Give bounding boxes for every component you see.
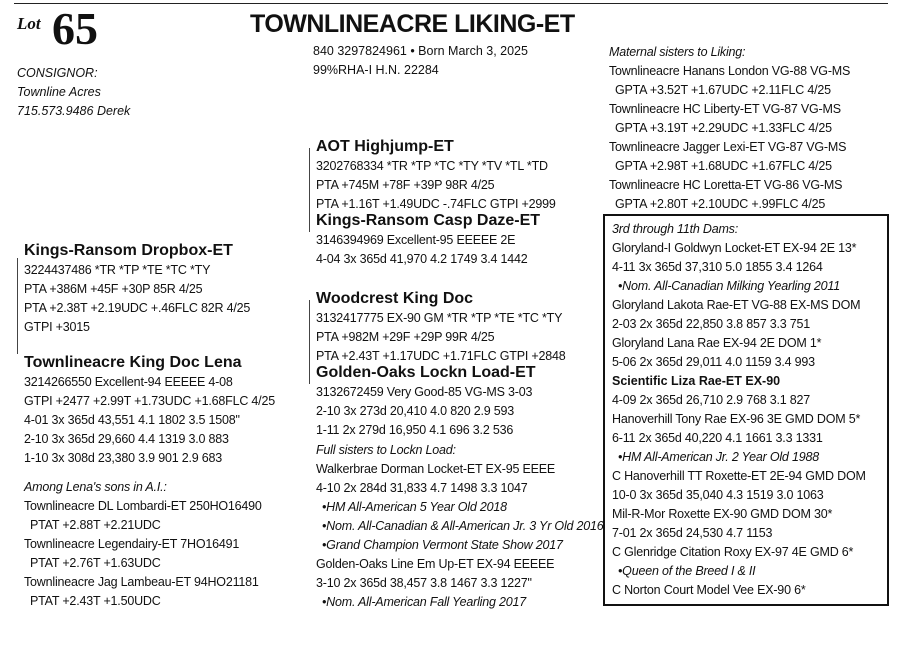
animal-info	[313, 42, 528, 80]
ancestral-dam-award: •HM All-American Jr. 2 Year Old 1988	[618, 450, 819, 464]
dam-dam-line: 1-11 2x 279d 16,950 4.1 696 3.2 536	[316, 423, 514, 437]
dam-dam-line: 3132672459 Very Good-85 VG-MS 3-03	[316, 385, 533, 399]
maternal-sisters-header: Maternal sisters to Liking:	[609, 45, 746, 59]
ancestral-dam-name: Gloryland Lana Rae EX-94 2E DOM 1*	[612, 336, 822, 350]
son-name: Townlineacre Jag Lambeau-ET 94HO21181	[24, 575, 259, 589]
sire-sire-name: AOT Highjump-ET	[316, 138, 454, 155]
animal-id-born: 840 3297824961 • Born March 3, 2025	[313, 44, 528, 58]
dam-line: 3214266550 Excellent-94 EEEEE 4-08	[24, 375, 233, 389]
ancestral-dams-header: 3rd through 11th Dams:	[612, 222, 738, 236]
ancestral-dam-record: 7-01 2x 365d 24,530 4.7 1153	[612, 526, 773, 540]
sons-header: Among Lena's sons in A.I.:	[24, 480, 167, 494]
dam-sire-line: PTA +2.43T +1.17UDC +1.71FLC GTPI +2848	[316, 349, 566, 363]
ancestral-dam-award: •Queen of the Breed I & II	[618, 564, 756, 578]
ancestral-dams-list	[612, 220, 866, 600]
consignor-name: Townline Acres	[17, 85, 101, 99]
dam-block	[24, 352, 275, 468]
consignor-label: CONSIGNOR:	[17, 66, 98, 80]
dam-sire-bracket	[309, 300, 310, 384]
full-sister-award: •Nom. All-Canadian & All-American Jr. 3 Yr Old 2016	[322, 519, 604, 533]
dam-line: 1-10 3x 308d 23,380 3.9 901 2.9 683	[24, 451, 223, 465]
sire-bracket	[17, 258, 18, 354]
full-sister-line: Golden-Oaks Line Em Up-ET EX-94 EEEEE	[316, 557, 555, 571]
maternal-sister-stats: GPTA +3.19T +2.29UDC +1.33FLC 4/25	[615, 121, 832, 135]
son-stats: PTAT +2.76T +1.63UDC	[30, 556, 161, 570]
ancestral-dam-name: C Glenridge Citation Roxy EX-97 4E GMD 6*	[612, 545, 854, 559]
ancestral-dam-record: 5-06 2x 365d 29,011 4.0 1159 3.4 993	[612, 355, 815, 369]
page-title: TOWNLINEACRE LIKING-ET	[250, 10, 575, 38]
consignor-block	[17, 64, 130, 121]
maternal-sister-name: Townlineacre HC Liberty-ET VG-87 VG-MS	[609, 102, 841, 116]
ancestral-dam-name: Scientific Liza Rae-ET EX-90	[612, 374, 781, 388]
full-sister-line: 4-10 2x 284d 31,833 4.7 1498 3.3 1047	[316, 481, 528, 495]
consignor-phone: 715.573.9486 Derek	[17, 104, 131, 118]
maternal-sister-name: Townlineacre Hanans London VG-88 VG-MS	[609, 64, 851, 78]
sire-name: Kings-Ransom Dropbox-ET	[24, 242, 233, 259]
dam-sire-line: 3132417775 EX-90 GM *TR *TP *TE *TC *TY	[316, 311, 563, 325]
ancestral-dam-record: 4-09 2x 365d 26,710 2.9 768 3.1 827	[612, 393, 811, 407]
dam-name: Townlineacre King Doc Lena	[24, 354, 242, 371]
sire-sire-bracket	[309, 148, 310, 232]
sire-line: PTA +386M +45F +30P 85R 4/25	[24, 282, 203, 296]
son-stats: PTAT +2.43T +1.50UDC	[30, 594, 161, 608]
dam-sire-name: Woodcrest King Doc	[316, 290, 474, 307]
ancestral-dam-record: 4-11 3x 365d 37,310 5.0 1855 3.4 1264	[612, 260, 823, 274]
sire-line: 3224437486 *TR *TP *TE *TC *TY	[24, 263, 211, 277]
sire-sire-line: PTA +745M +78F +39P 98R 4/25	[316, 178, 495, 192]
dam-dam-line: 2-10 3x 273d 20,410 4.0 820 2.9 593	[316, 404, 515, 418]
dam-line: 4-01 3x 365d 43,551 4.1 1802 3.5 1508"	[24, 413, 240, 427]
sire-sire-line: 3202768334 *TR *TP *TC *TY *TV *TL *TD	[316, 159, 548, 173]
full-sister-award: •Grand Champion Vermont State Show 2017	[322, 538, 563, 552]
sire-dam-line: 4-04 3x 365d 41,970 4.2 1749 3.4 1442	[316, 252, 528, 266]
son-name: Townlineacre Legendairy-ET 7HO16491	[24, 537, 240, 551]
ancestral-dam-record: 10-0 3x 365d 35,040 4.3 1519 3.0 1063	[612, 488, 824, 502]
maternal-sister-stats: GPTA +2.80T +2.10UDC +.99FLC 4/25	[615, 197, 826, 211]
full-sister-award: •Nom. All-American Fall Yearling 2017	[322, 595, 527, 609]
sire-line: GTPI +3015	[24, 320, 90, 334]
dam-dam-name: Golden-Oaks Lockn Load-ET	[316, 364, 536, 381]
ancestral-dam-record: 2-03 2x 365d 22,850 3.8 857 3.3 751	[612, 317, 811, 331]
ancestral-dam-name: C Hanoverhill TT Roxette-ET 2E-94 GMD DOM	[612, 469, 866, 483]
full-sister-award: •HM All-American 5 Year Old 2018	[322, 500, 507, 514]
full-sister-line: Walkerbrae Dorman Locket-ET EX-95 EEEE	[316, 462, 556, 476]
lot-number: 65	[52, 3, 98, 54]
ancestral-dam-name: C Norton Court Model Vee EX-90 6*	[612, 583, 806, 597]
dam-line: GTPI +2477 +2.99T +1.73UDC +1.68FLC 4/25	[24, 394, 275, 408]
dam-sire-line: PTA +982M +29F +29P 99R 4/25	[316, 330, 495, 344]
dam-dam-block	[316, 362, 536, 440]
full-sister-line: 3-10 2x 365d 38,457 3.8 1467 3.3 1227"	[316, 576, 532, 590]
ancestral-dam-name: Mil-R-Mor Roxette EX-90 GMD DOM 30*	[612, 507, 833, 521]
maternal-sister-stats: GPTA +3.52T +1.67UDC +2.11FLC 4/25	[615, 83, 831, 97]
top-rule	[14, 3, 888, 4]
sire-block	[24, 240, 250, 337]
dam-sire-block	[316, 288, 566, 366]
maternal-sister-stats: GPTA +2.98T +1.68UDC +1.67FLC 4/25	[615, 159, 832, 173]
sons-block	[24, 478, 262, 611]
ancestral-dam-record: 6-11 2x 365d 40,220 4.1 1661 3.3 1331	[612, 431, 823, 445]
ancestral-dam-award: •Nom. All-Canadian Milking Yearling 2011	[618, 279, 840, 293]
sire-dam-name: Kings-Ransom Casp Daze-ET	[316, 212, 541, 229]
dam-line: 2-10 3x 365d 29,660 4.4 1319 3.0 883	[24, 432, 229, 446]
sire-line: PTA +2.38T +2.19UDC +.46FLC 82R 4/25	[24, 301, 251, 315]
sire-sire-block	[316, 136, 556, 214]
maternal-sister-name: Townlineacre Jagger Lexi-ET VG-87 VG-MS	[609, 140, 847, 154]
full-sisters-header: Full sisters to Lockn Load:	[316, 443, 456, 457]
ancestral-dam-name: Hanoverhill Tony Rae EX-96 3E GMD DOM 5*	[612, 412, 861, 426]
animal-rha-hn: 99%RHA-I H.N. 22284	[313, 63, 439, 77]
ancestral-dam-name: Gloryland Lakota Rae-ET VG-88 EX-MS DOM	[612, 298, 861, 312]
son-stats: PTAT +2.88T +2.21UDC	[30, 518, 161, 532]
maternal-sisters-block	[609, 43, 850, 214]
lot-label: Lot	[17, 14, 41, 33]
full-sisters-block	[316, 441, 604, 612]
sire-dam-block	[316, 210, 540, 269]
maternal-sister-name: Townlineacre HC Loretta-ET VG-86 VG-MS	[609, 178, 843, 192]
sire-sire-line: PTA +1.16T +1.49UDC -.74FLC GTPI +2999	[316, 197, 556, 211]
sire-dam-line: 3146394969 Excellent-95 EEEEE 2E	[316, 233, 516, 247]
son-name: Townlineacre DL Lombardi-ET 250HO16490	[24, 499, 262, 513]
ancestral-dam-name: Gloryland-I Goldwyn Locket-ET EX-94 2E 13*	[612, 241, 857, 255]
